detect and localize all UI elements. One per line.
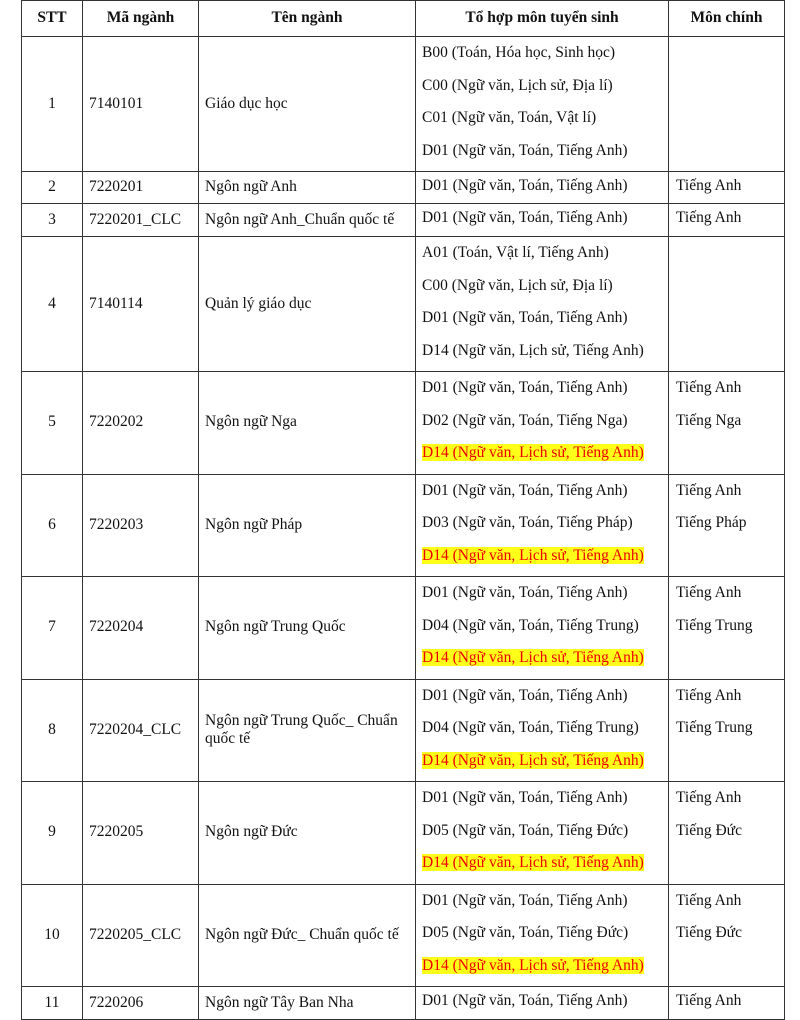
header-row [22,1,785,37]
cell-name: Ngôn ngữ Đức_ Chuẩn quốc tế [199,884,416,987]
table-row [22,172,785,204]
cell-main-subject [669,884,785,987]
cell-combos [416,237,669,372]
header-main-subject: Môn chính [669,1,785,37]
table-row [22,237,785,372]
combo-line [422,684,662,717]
cell-stt: 7 [22,577,83,680]
combo-line [422,274,662,307]
cell-combos [416,372,669,475]
combo-line [422,716,662,749]
combo-line [422,441,662,474]
combo-line [422,479,662,512]
cell-combos [416,577,669,680]
combo-text: D02 (Ngữ văn, Toán, Tiếng Nga) [422,411,628,429]
cell-code: 7220201_CLC [83,204,199,237]
table-row [22,987,785,1020]
cell-main-subject [669,577,785,680]
combo-line [422,851,662,884]
cell-main-subject [669,372,785,475]
main-subject-line: Tiếng Anh [676,789,742,806]
combo-text: D14 (Ngữ văn, Lịch sử, Tiếng Anh) [422,751,644,769]
combo-text: D01 (Ngữ văn, Toán, Tiếng Anh) [422,992,628,1009]
header-combos: Tổ hợp môn tuyển sinh [416,1,669,37]
cell-code: 7220206 [83,987,199,1020]
cell-combos [416,204,669,237]
cell-code: 7220204 [83,577,199,680]
combo-line [422,581,662,614]
main-subject-line: Tiếng Trung [676,719,753,736]
combo-line [422,786,662,819]
cell-stt: 3 [22,204,83,237]
combo-line [422,646,662,679]
combo-text: D14 (Ngữ văn, Lịch sử, Tiếng Anh) [422,341,644,359]
main-subject-line: Tiếng Anh [676,177,742,194]
main-subject-line: Tiếng Anh [676,209,742,226]
main-subject-line: Tiếng Anh [676,481,742,499]
combo-text: D01 (Ngữ văn, Toán, Tiếng Anh) [422,209,628,226]
cell-code: 7220205_CLC [83,884,199,987]
combo-line [422,106,662,139]
main-subject-line: Tiếng Đức [676,821,742,839]
combo-line [422,954,662,987]
combo-text: B00 (Toán, Hóa học, Sinh học) [422,44,616,61]
combo-line [422,204,662,232]
combo-line [422,819,662,852]
combo-text: D14 (Ngữ văn, Lịch sử, Tiếng Anh) [422,956,644,974]
cell-stt: 4 [22,237,83,372]
combo-text: D01 (Ngữ văn, Toán, Tiếng Anh) [422,177,628,194]
combo-text: C00 (Ngữ văn, Lịch sử, Địa lí) [422,76,613,94]
cell-code: 7140114 [83,237,199,372]
cell-name: Ngôn ngữ Trung Quốc [199,577,416,680]
combo-text: D04 (Ngữ văn, Toán, Tiếng Trung) [422,616,639,634]
combo-line [422,139,662,172]
cell-name: Ngôn ngữ Nga [199,372,416,475]
combo-text: D04 (Ngữ văn, Toán, Tiếng Trung) [422,719,639,736]
cell-name: Ngôn ngữ Đức [199,782,416,885]
combo-text: A01 (Toán, Vật lí, Tiếng Anh) [422,244,609,261]
table-row [22,679,785,782]
cell-name: Ngôn ngữ Anh [199,172,416,204]
combo-line [422,172,662,200]
cell-name: Ngôn ngữ Trung Quốc_ Chuẩn quốc tế [199,679,416,782]
cell-stt: 9 [22,782,83,885]
combo-text: D14 (Ngữ văn, Lịch sử, Tiếng Anh) [422,649,644,666]
header-name: Tên ngành [199,1,416,37]
main-subject-line: Tiếng Anh [676,992,742,1009]
combo-line [422,409,662,442]
combo-line [422,41,662,74]
cell-main-subject [669,474,785,577]
cell-main-subject [669,987,785,1020]
header-code: Mã ngành [83,1,199,37]
table-row [22,474,785,577]
main-subject-line: Tiếng Pháp [676,514,747,531]
cell-stt: 1 [22,37,83,172]
cell-code: 7140101 [83,37,199,172]
cell-main-subject [669,37,785,172]
combo-text: C00 (Ngữ văn, Lịch sử, Địa lí) [422,276,613,294]
cell-code: 7220203 [83,474,199,577]
main-subject-line: Tiếng Anh [676,891,742,909]
cell-stt: 11 [22,987,83,1020]
cell-main-subject [669,782,785,885]
table-body [22,37,785,1020]
combo-line [422,511,662,544]
combo-text: D14 (Ngữ văn, Lịch sử, Tiếng Anh) [422,444,644,461]
combo-line [422,544,662,577]
admission-table [21,0,785,1020]
cell-main-subject [669,237,785,372]
main-subject-line: Tiếng Trung [676,616,753,634]
cell-code: 7220205 [83,782,199,885]
table-row [22,884,785,987]
combo-text: D03 (Ngữ văn, Toán, Tiếng Pháp) [422,514,633,531]
cell-name: Ngôn ngữ Tây Ban Nha [199,987,416,1020]
cell-combos [416,172,669,204]
main-subject-line: Tiếng Nga [676,411,742,429]
header-stt: STT [22,1,83,37]
combo-text: D01 (Ngữ văn, Toán, Tiếng Anh) [422,891,628,909]
cell-stt: 8 [22,679,83,782]
cell-combos [416,782,669,885]
combo-text: D01 (Ngữ văn, Toán, Tiếng Anh) [422,141,628,159]
table-row [22,204,785,237]
combo-line [422,306,662,339]
main-subject-line: Tiếng Anh [676,379,742,396]
combo-text: D01 (Ngữ văn, Toán, Tiếng Anh) [422,584,628,601]
combo-text: D01 (Ngữ văn, Toán, Tiếng Anh) [422,309,628,326]
cell-main-subject [669,204,785,237]
table-row [22,37,785,172]
combo-line [422,749,662,782]
cell-combos [416,679,669,782]
combo-text: D01 (Ngữ văn, Toán, Tiếng Anh) [422,379,628,396]
cell-main-subject [669,172,785,204]
cell-code: 7220201 [83,172,199,204]
cell-main-subject [669,679,785,782]
cell-stt: 2 [22,172,83,204]
combo-text: D05 (Ngữ văn, Toán, Tiếng Đức) [422,821,629,839]
combo-text: D05 (Ngữ văn, Toán, Tiếng Đức) [422,924,629,941]
table-row [22,372,785,475]
combo-line [422,339,662,372]
combo-text: D01 (Ngữ văn, Toán, Tiếng Anh) [422,686,628,704]
combo-line [422,376,662,409]
main-subject-line: Tiếng Anh [676,584,742,601]
combo-text: D14 (Ngữ văn, Lịch sử, Tiếng Anh) [422,546,644,564]
cell-combos [416,884,669,987]
main-subject-line: Tiếng Anh [676,686,742,704]
cell-combos [416,37,669,172]
combo-text: D14 (Ngữ văn, Lịch sử, Tiếng Anh) [422,854,644,871]
table-row [22,782,785,885]
cell-stt: 5 [22,372,83,475]
combo-line [422,921,662,954]
cell-name: Giáo dục học [199,37,416,172]
cell-combos [416,474,669,577]
cell-stt: 10 [22,884,83,987]
main-subject-line: Tiếng Đức [676,924,742,941]
combo-line [422,74,662,107]
cell-name: Ngôn ngữ Anh_Chuẩn quốc tế [199,204,416,237]
cell-combos [416,987,669,1020]
combo-text: D01 (Ngữ văn, Toán, Tiếng Anh) [422,789,628,806]
table-row [22,577,785,680]
combo-line [422,241,662,274]
combo-line [422,614,662,647]
cell-code: 7220202 [83,372,199,475]
combo-text: D01 (Ngữ văn, Toán, Tiếng Anh) [422,481,628,499]
combo-text: C01 (Ngữ văn, Toán, Vật lí) [422,109,597,126]
combo-line [422,889,662,922]
cell-stt: 6 [22,474,83,577]
combo-line [422,987,662,1015]
cell-name: Quản lý giáo dục [199,237,416,372]
cell-name: Ngôn ngữ Pháp [199,474,416,577]
cell-code: 7220204_CLC [83,679,199,782]
